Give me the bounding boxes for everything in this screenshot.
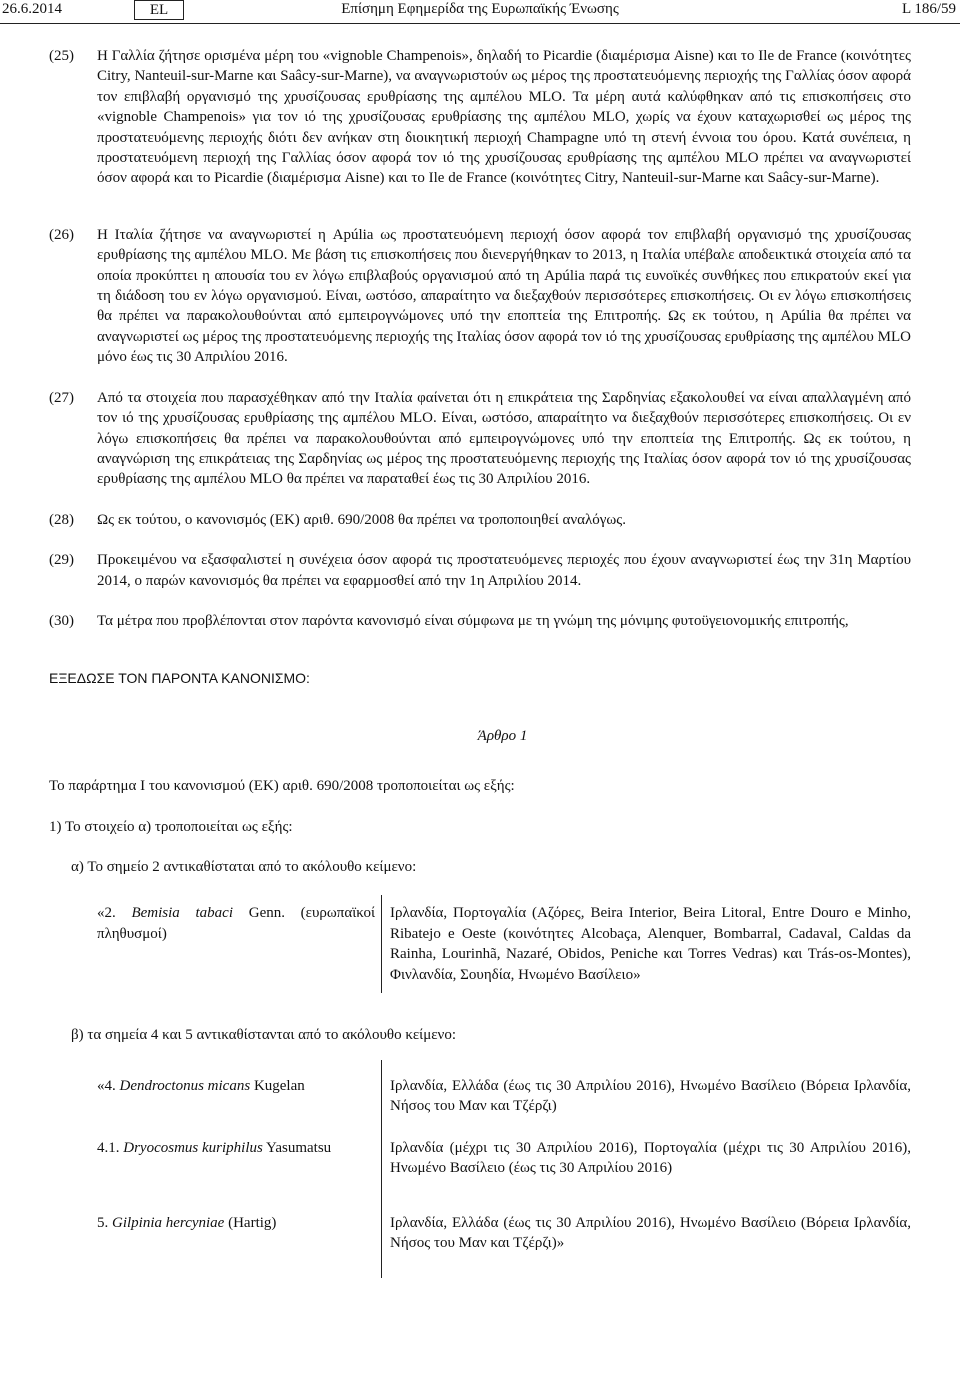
table-a <box>97 903 911 1001</box>
table-row-areas: Ιρλανδία (μέχρι τις 30 Απριλίου 2016), Πορτογαλία (μέχρι τις 30 Απριλίου 2016), Ηνωμένο Βασίλειο (έως τις 30 Απριλίου 2016) <box>390 1139 911 1177</box>
species-name: Bemisia tabaci <box>131 905 234 922</box>
recital-29 <box>0 550 960 591</box>
publication-date: 26.6.2014 <box>2 1 62 17</box>
entry-number: «2. <box>97 905 132 922</box>
recital-text: Η Γαλλία ζήτησε ορισμένα μέρη του «vignoble Champenois», δηλαδή το Picardie (διαμέρισμα Aisne) και το Ile de France (κοινότητες Citry, Nanteuil-sur-Marne και Saâcy-sur-Marne), να αναγνωριστούν ως μέρος της προστατευόμενης περιοχής της Γαλλίας όσον αφορά τον επιβλαβή οργανισμό της χρυσίζουσας ερυθρίασης της αμπέλου MLO. Τα μέρη αυτά καλύφθηκαν από τις επισκοπήσεις στο «vignoble Champenois» για τον ιό της χρυσίζουσας ερυθρίασης της αμπέλου MLO, χωρίς να έχουν καταχωρισθεί ως μέρος της προστατευόμενης περιοχής διότι δεν ανήκαν στη διοικητική περιοχή Champagne υπό τη στενή έννοια του όρου. Κατά συνέπεια, η προστατευόμενη περιοχή της Γαλλίας όσον αφορά τον ιό της χρυσίζουσας ερυθρίασης της αμπέλου MLO πρέπει να αναγνωριστεί όσον αφορά και το Picardie (διαμέρισμα Aisne) και το Ile de France (κοινότητες Citry, Nanteuil-sur-Marne και Saâcy-sur-Marne). <box>97 48 911 187</box>
entry-number: 5. <box>97 1214 112 1231</box>
subpoint-b: β) τα σημεία 4 και 5 αντικαθίστανται από το ακόλουθο κείμενο: <box>71 1027 457 1044</box>
recital-25 <box>0 46 960 189</box>
recital-30 <box>0 611 960 631</box>
recital-number: (27) <box>49 389 74 406</box>
species-suffix: Kugelan <box>250 1077 305 1094</box>
species-suffix: (Hartig) <box>224 1214 277 1231</box>
table-divider <box>381 1060 382 1278</box>
species-name: Gilpinia hercyniae <box>112 1214 225 1231</box>
header-rule <box>0 23 960 24</box>
recital-text: Προκειμένου να εξασφαλιστεί η συνέχεια όσον αφορά τις προστατευόμενες περιοχές που έχουν αναγνωριστεί έως την 31η Μαρτίου 2014, ο παρών κανονισμός θα πρέπει να εφαρμοσθεί από την 1η Απριλίου 2014. <box>97 552 911 589</box>
point-1: 1) Το στοιχείο α) τροποποιείται ως εξής: <box>49 818 293 835</box>
enacting-formula: ΕΞΕΔΩΣΕ ΤΟΝ ΠΑΡΟΝΤΑ ΚΑΝΟΝΙΣΜΟ: <box>49 670 310 687</box>
recital-text: Από τα στοιχεία που παρασχέθηκαν από την Ιταλία φαίνεται ότι η επικράτεια της Σαρδηνίας εξακολουθεί να είναι απαλλαγμένη από τον ιό της χρυσίζουσας ερυθρίασης της αμπέλου MLO. Είναι, ωστόσο, απαραίτητο να διεξαχθούν περισσότερες επισκοπήσεις. Οι εν λόγω επισκοπήσεις θα πρέπει να παρακολουθούνται από εμπειρογνώμονες υπό την εποπτεία της Επιτροπής. Ως εκ τούτου, η αναγνώριση της επικράτειας της Σαρδηνίας ως μέρος της προστατευόμενης περιοχής της Ιταλίας όσον αφορά τον ιό της χρυσίζουσας ερυθρίασης της αμπέλου MLO θα πρέπει να παραταθεί έως τις 30 Απριλίου 2016. <box>97 389 911 488</box>
entry-number: «4. <box>97 1077 120 1094</box>
table-row-species <box>97 1213 375 1233</box>
subpoint-a: α) Το σημείο 2 αντικαθίσταται από το ακόλουθο κείμενο: <box>71 858 417 875</box>
page-header <box>0 0 960 26</box>
species-name: Dendroctonus micans <box>119 1077 251 1094</box>
recital-number: (28) <box>49 511 74 528</box>
table-row-species <box>97 903 375 944</box>
entry-number: 4.1. <box>97 1139 124 1156</box>
page-number: L 186/59 <box>901 1 956 17</box>
recital-number: (25) <box>49 48 74 64</box>
recital-number: (30) <box>49 612 74 629</box>
recital-text: Η Ιταλία ζήτησε να αναγνωριστεί η Apúlia ως προστατευόμενη περιοχή όσον αφορά τον επιβλαβή οργανισμό της χρυσίζουσας ερυθρίασης της αμπέλου MLO. Με βάση τις επισκοπήσεις που διενεργήθηκαν το 2013, η Ιταλία υπέβαλε αποδεικτικά στοιχεία από τα οποία προκύπτει η απουσία του εν λόγω επιβλαβούς οργανισμού από τη Apúlia παρά τις ευνοϊκές συνθήκες που επικρατούν εκεί για τη διάδοση του εν λόγω οργανισμού. Είναι, ωστόσο, απαραίτητο να διεξαχθούν περισσότερες επισκοπήσεις. Οι εν λόγω επισκοπήσεις θα πρέπει να παρακολουθούνται από εμπειρογνώμονες υπό την εποπτεία της Επιτροπής. Ως εκ τούτου, η Apúlia θα πρέπει να αναγνωριστεί ως μέρος της προστατευόμενης περιοχής της Ιταλίας όσον αφορά τον ιό της χρυσίζουσας ερυθρίασης της αμπέλου MLO μόνο έως τις 30 Απριλίου 2016. <box>97 226 911 366</box>
article-intro: Το παράρτημα I του κανονισμού (ΕΚ) αριθ. 690/2008 τροποποιείται ως εξής: <box>49 778 515 795</box>
recital-text: Ως εκ τούτου, ο κανονισμός (ΕΚ) αριθ. 690/2008 θα πρέπει να τροποποιηθεί αναλόγως. <box>97 511 626 528</box>
article-title: Άρθρο 1 <box>477 727 528 744</box>
table-row-areas: Ιρλανδία, Πορτογαλία (Αζόρες, Beira Interior, Beira Litoral, Entre Douro e Minho, Ribatejo e Oeste (κοινότητες Alcobaça, Alenquer, Bombarral, Cadaval, Caldas da Rainha, Lourinhã, Nazaré, Obidos, Peniche και Torres Vedras) και Trás-os-Montes), Φινλανδία, Σουηδία, Ηνωμένο Βασίλειο» <box>390 905 911 983</box>
recital-number: (29) <box>49 552 74 569</box>
species-name: Dryocosmus kuriphilus <box>123 1139 263 1156</box>
document-body <box>0 46 960 1276</box>
table-row-species <box>97 1138 375 1158</box>
recital-26 <box>0 225 960 368</box>
table-b <box>97 1076 911 1276</box>
table-row-areas: Ιρλανδία, Ελλάδα (έως τις 30 Απριλίου 2016), Ηνωμένο Βασίλειο (Βόρεια Ιρλανδία, Νήσος του Μαν και Τζέρζι) <box>390 1077 911 1115</box>
recital-28 <box>0 510 960 530</box>
journal-title: Επίσημη Εφημερίδα της Ευρωπαϊκής Ένωσης <box>341 1 619 17</box>
table-row-species <box>97 1076 375 1096</box>
table-row-areas: Ιρλανδία, Ελλάδα (έως τις 30 Απριλίου 2016), Ηνωμένο Βασίλειο (Βόρεια Ιρλανδία, Νήσος του Μαν και Τζέρζι)» <box>390 1214 911 1252</box>
species-suffix: Yasumatsu <box>262 1139 332 1156</box>
recital-text: Τα μέτρα που προβλέπονται στον παρόντα κανονισμό είναι σύμφωνα με τη γνώμη της μόνιμης φυτοϋγειονομικής επιτροπής, <box>97 612 849 629</box>
language-box: EL <box>134 0 184 20</box>
recital-27 <box>0 388 960 490</box>
recital-number: (26) <box>49 226 74 243</box>
species-suffix: Genn. (ευρωπαϊκοί πληθυσμοί) <box>97 905 375 942</box>
table-divider <box>381 895 382 993</box>
